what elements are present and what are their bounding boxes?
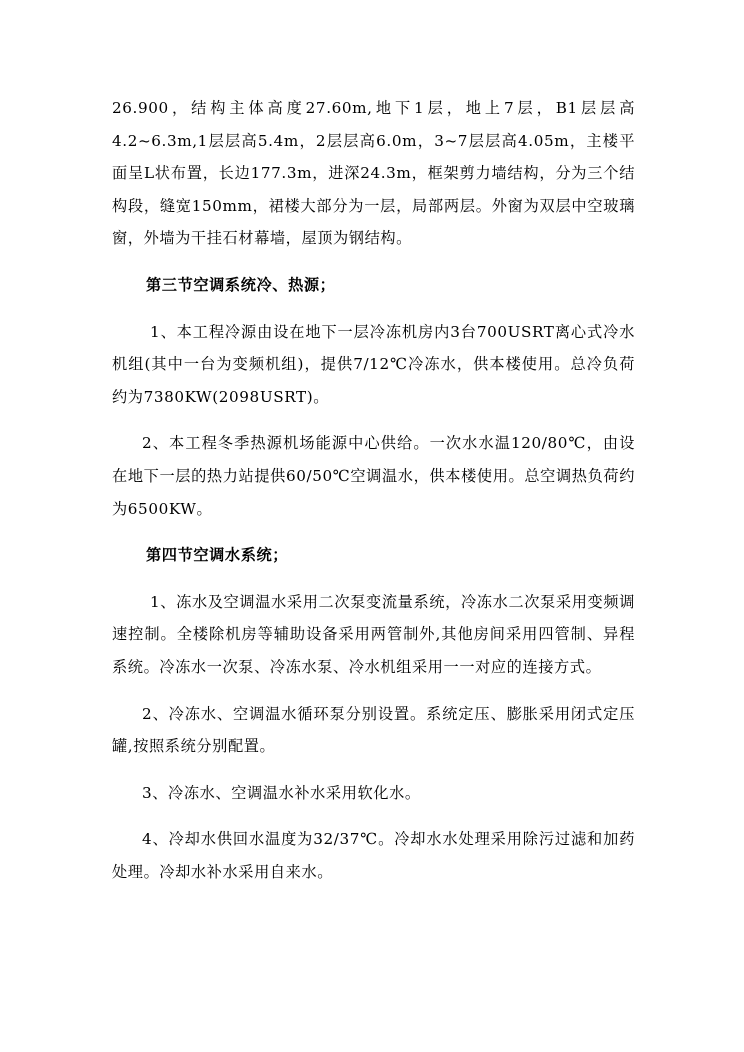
section-heading-cooling-heating-source: 第三节空调系统冷、热源； — [146, 275, 336, 294]
paragraph-water-system-2: 2、冷冻水、空调温水循环泵分别设置。系统定压、膨胀采用闭式定压罐,按照系统分别配置。 — [112, 704, 635, 756]
paragraph-cooling-source: 1、本工程冷源由设在地下一层冷冻机房内3台700USRT离心式冷水机组(其中一台为变频机组)，提供7/12℃冷冻水，供本楼使用。总冷负荷约为7380KW(2098USRT)。 — [112, 322, 635, 406]
paragraph-water-system-1: 1、冻水及空调温水采用二次泵变流量系统，冷冻水二次泵采用变频调速控制。全楼除机房等辅助设备采用两管制外,其他房间采用四管制、异程系统。冷冻水一次泵、冷冻水泵、冷水机组采用一一对应的连接方式。 — [112, 592, 635, 676]
paragraph-building-structure: 26.900，结构主体高度27.60m,地下1层，地上7层，B1层层高4.2~6.3m,1层层高5.4m，2层层高6.0m，3~7层层高4.05m，主楼平面呈L状布置，长边177.3m，进深24.3m，框架剪力墙结构，分为三个结构段，缝宽150mm，裙楼大部分为一层，局部两层。外窗为双层中空玻璃窗，外墙为干挂石材幕墙，屋顶为钢结构。 — [112, 99, 635, 248]
section-heading-water-system: 第四节空调水系统； — [146, 546, 289, 565]
paragraph-heating-source: 2、本工程冬季热源机场能源中心供给。一次水水温120/80℃，由设在地下一层的热力站提供60/50℃空调温水，供本楼使用。总空调热负荷约为6500KW。 — [112, 434, 635, 518]
paragraph-water-system-4: 4、冷却水供回水温度为32/37℃。冷却水水处理采用除污过滤和加药处理。冷却水补水采用自来水。 — [112, 830, 635, 881]
document-body — [112, 92, 635, 888]
paragraph-water-system-3: 3、冷冻水、空调温水补水采用软化水。 — [142, 783, 421, 802]
